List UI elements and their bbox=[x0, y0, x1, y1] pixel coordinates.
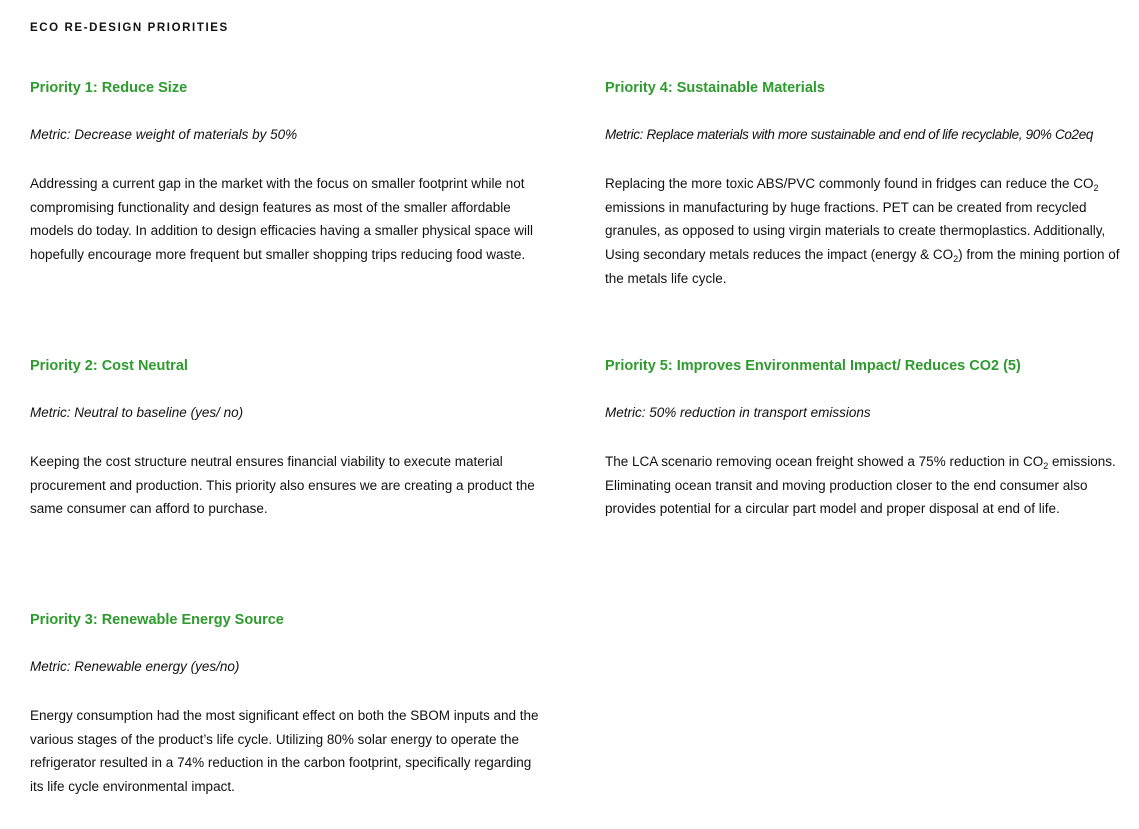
body-line: hopefully encourage more frequent but smaller shopping trips reducing food waste. bbox=[30, 247, 526, 263]
body-line: Energy consumption had the most significant effect on both the SBOM inputs and the bbox=[30, 708, 539, 723]
priority-1-metric: Metric: Decrease weight of materials by 50% bbox=[30, 127, 298, 142]
priority-3-description bbox=[30, 704, 550, 799]
priority-4-description bbox=[605, 172, 1130, 291]
body-text: emissions. bbox=[1048, 454, 1116, 469]
priority-2-heading: Priority 2: Cost Neutral bbox=[30, 358, 188, 374]
body-line: refrigerator resulted in a 74% reduction in the carbon footprint, specifically regarding bbox=[30, 755, 532, 771]
priority-4-section bbox=[605, 78, 1130, 291]
page-title: ECO RE-DESIGN PRIORITIES bbox=[30, 22, 229, 34]
body-line: models do today. In addition to design efficacies having a smaller physical space will bbox=[30, 223, 534, 239]
body-line: compromising functionality and design features as most of the smaller affordable bbox=[30, 199, 511, 215]
priority-5-metric: Metric: 50% reduction in transport emissions bbox=[605, 405, 871, 420]
body-line: same consumer can afford to purchase. bbox=[30, 501, 268, 517]
body-text: ) from the mining portion of bbox=[958, 247, 1120, 263]
priority-2-description bbox=[30, 450, 550, 521]
body-line: Eliminating ocean transit and moving production closer to the end consumer also bbox=[605, 477, 1088, 493]
priority-2-metric: Metric: Neutral to baseline (yes/ no) bbox=[30, 405, 244, 420]
priority-1-heading: Priority 1: Reduce Size bbox=[30, 80, 188, 96]
body-line: provides potential for a circular part model and proper disposal at end of life. bbox=[605, 501, 1060, 517]
subscript: 2 bbox=[1093, 183, 1099, 193]
body-line: Addressing a current gap in the market with the focus on smaller footprint while not bbox=[30, 176, 525, 191]
body-line: emissions in manufacturing by huge fractions. PET can be created from recycled bbox=[605, 199, 1087, 215]
priority-3-metric: Metric: Renewable energy (yes/no) bbox=[30, 659, 240, 674]
body-line: the metals life cycle. bbox=[605, 270, 727, 286]
priority-5-heading: Priority 5: Improves Environmental Impact/ Reduces CO2 (5) bbox=[605, 358, 1021, 374]
body-text: Replacing the more toxic ABS/PVC commonly found in fridges can reduce the CO bbox=[605, 176, 1094, 191]
priority-5-description bbox=[605, 450, 1130, 521]
body-line bbox=[605, 243, 1130, 267]
body-line: various stages of the product’s life cycle. Utilizing 80% solar energy to operate the bbox=[30, 731, 520, 747]
body-text: The LCA scenario removing ocean freight showed a 75% reduction in CO bbox=[605, 454, 1044, 469]
body-line bbox=[605, 172, 1130, 196]
body-line bbox=[605, 450, 1130, 474]
priority-4-heading: Priority 4: Sustainable Materials bbox=[605, 80, 825, 96]
priority-3-heading: Priority 3: Renewable Energy Source bbox=[30, 612, 284, 628]
priority-1-section bbox=[30, 78, 550, 267]
subscript: 2 bbox=[1043, 461, 1049, 471]
body-text: Using secondary metals reduces the impact (energy & CO bbox=[605, 247, 954, 263]
subscript: 2 bbox=[953, 254, 959, 265]
priority-4-metric: Metric: Replace materials with more sustainable and end of life recyclable, 90% Co2eq bbox=[605, 127, 1094, 142]
priority-2-section bbox=[30, 356, 550, 521]
body-line: its life cycle environmental impact. bbox=[30, 779, 235, 795]
priority-1-description bbox=[30, 172, 550, 267]
priority-3-section bbox=[30, 610, 550, 799]
body-line: Keeping the cost structure neutral ensures financial viability to execute material bbox=[30, 454, 503, 469]
body-line: granules, as opposed to using virgin materials to create thermoplastics. Additionally, bbox=[605, 223, 1106, 239]
body-line: procurement and production. This priority also ensures we are creating a product the bbox=[30, 477, 535, 493]
priority-5-section bbox=[605, 356, 1130, 521]
